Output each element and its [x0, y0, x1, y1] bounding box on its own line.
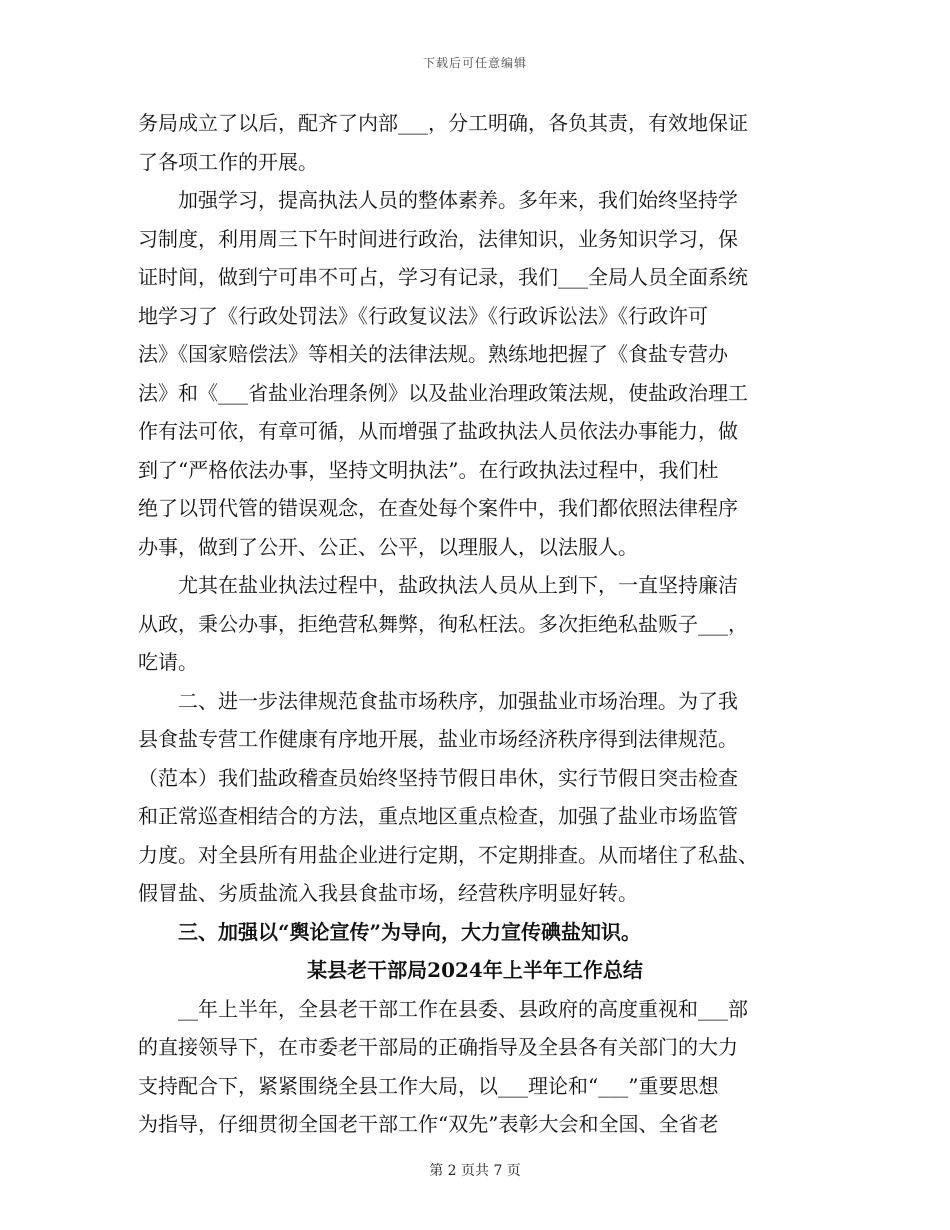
body-line: 证时间，做到宁可串不可占，学习有记录，我们___全局人员全面系统: [138, 265, 748, 289]
paragraph-start: __年上半年，全县老干部工作在县委、县政府的高度重视和___部: [178, 996, 748, 1021]
body-line: 力度。对全县所有用盐企业进行定期，不定期排查。从而堵住了私盐、: [138, 842, 758, 867]
section-two-start: 二、进一步法律规范食盐市场秩序，加强盐业市场治理。为了我: [178, 688, 738, 713]
body-line: 支持配合下，紧紧围绕全县工作大局，以___理论和“___”重要思想: [138, 1073, 719, 1098]
body-line: 为指导，仔细贯彻全国老干部工作“双先”表彰大会和全国、全省老: [138, 1112, 719, 1136]
body-line: 吃请。: [138, 650, 198, 674]
document-body: [138, 104, 812, 1144]
body-line: 作有法可依，有章可循，从而增强了盐政执法人员依法办事能力，做: [138, 419, 738, 443]
body-line: 务局成立了以后，配齐了内部___，分工明确，各负其责，有效地保证: [138, 111, 748, 135]
body-line: 和正常巡查相结合的方法，重点地区重点检查，加强了盐业市场监管: [138, 804, 738, 828]
document-title: 某县老干部局2024年上半年工作总结: [307, 958, 643, 982]
body-line: 法》《国家赔偿法》等相关的法律法规。熟练地把握了《食盐专营办: [138, 342, 728, 366]
body-line: 办事，做到了公开、公正、公平，以理服人，以法服人。: [138, 534, 638, 559]
body-line: 法》和《___省盐业治理条例》以及盐业治理政策法规，使盐政治理工: [138, 380, 748, 405]
body-line: （范本）我们盐政稽查员始终坚持节假日串休，实行节假日突击检查: [138, 765, 738, 790]
body-line: 从政，秉公办事，拒绝营私舞弊，徇私枉法。多次拒绝私盐贩子___，: [138, 611, 748, 636]
paragraph-start: 加强学习，提高执法人员的整体素养。多年来，我们始终坚持学: [178, 188, 738, 212]
body-line: 绝了以罚代管的错误观念，在查处每个案件中，我们都依照法律程序: [138, 496, 738, 520]
page-header: 下载后可任意编辑: [422, 56, 527, 70]
body-line: 地学习了《行政处罚法》《行政复议法》《行政诉讼法》《行政许可: [138, 303, 708, 328]
body-line: 县食盐专营工作健康有序地开展，盐业市场经济秩序得到法律规范。: [138, 727, 738, 751]
page-footer: 第 2 页共 7 页: [429, 1163, 521, 1179]
paragraph-start: 尤其在盐业执法过程中，盐政执法人员从上到下，一直坚持廉洁: [178, 573, 738, 597]
body-line: 的直接领导下，在市委老干部局的正确指导及全县各有关部门的大力: [138, 1035, 738, 1059]
body-line: 假冒盐、劣质盐流入我县食盐市场，经营秩序明显好转。: [138, 881, 638, 905]
body-line: 了各项工作的开展。: [138, 149, 318, 174]
section-three-heading: 三、加强以“舆论宣传”为导向，大力宣传碘盐知识。: [178, 919, 642, 944]
body-line: 到了“严格依法办事，坚持文明执法”。在行政执法过程中，我们杜: [138, 457, 719, 482]
body-line: 习制度，利用周三下午时间进行政治，法律知识，业务知识学习，保: [138, 226, 738, 251]
